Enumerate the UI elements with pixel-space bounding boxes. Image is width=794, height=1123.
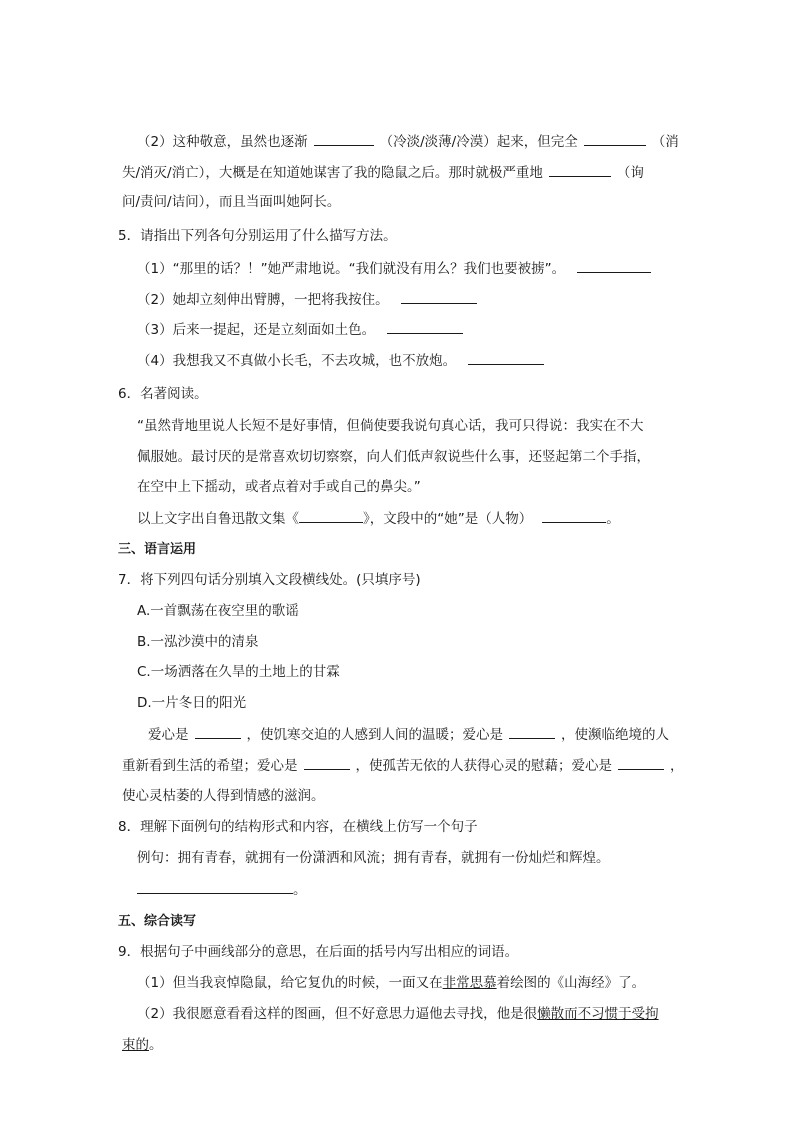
q7-option-d: D.一片冬日的阳光 — [137, 695, 247, 711]
q5-item-text: （2）她却立刻伸出臂膊，一把将我按住。 — [137, 292, 389, 308]
q8-title: 8．理解下面例句的结构形式和内容，在横线上仿写一个句子 — [118, 819, 478, 835]
q9-item-2 — [137, 1004, 659, 1024]
q9-text: 着绘图的《山海经》了。 — [496, 975, 646, 991]
answer-blank[interactable] — [314, 131, 374, 146]
q4-2-line-3: 问/责问/诘问），而且当面叫她阿长。 — [122, 194, 341, 210]
q5-item-3 — [137, 319, 463, 340]
q7-passage-line-1 — [148, 724, 669, 745]
q9-item-2-cont — [122, 1035, 163, 1055]
q4-2-line-1 — [137, 131, 679, 152]
underlined-phrase: 懒散而不习惯于受拘 — [537, 1006, 659, 1022]
q8-text: 。 — [293, 882, 307, 898]
section-heading-5: 五、综合读写 — [118, 914, 197, 929]
answer-blank[interactable] — [299, 508, 363, 523]
q7-passage-line-3: 使心灵枯萎的人得到情感的滋润。 — [122, 788, 325, 804]
q6-quote-line-2: 佩服她。最讨厌的是常喜欢切切察察，向人们低声叙说些什么事，还竖起第二个手指， — [137, 449, 650, 465]
q4-2-text: （消 — [651, 134, 679, 150]
answer-blank[interactable] — [387, 319, 463, 334]
q9-text: （1）但当我哀悼隐鼠，给它复仇的时候，一面又在 — [137, 975, 443, 991]
section-heading-3: 三、语言运用 — [118, 542, 197, 557]
q5-item-4 — [137, 350, 544, 371]
q4-2-text: （2）这种敬意，虽然也逐渐 — [137, 134, 308, 150]
answer-blank[interactable] — [468, 350, 544, 365]
q7-option-c: C.一场洒落在久旱的土地上的甘霖 — [137, 664, 340, 680]
answer-blank[interactable] — [509, 724, 555, 739]
q9-title: 9．根据句子中画线部分的意思，在后面的括号内写出相应的词语。 — [118, 944, 519, 960]
q7-text: ，使孤苦无依的人获得心灵的慰藉；爱心是 — [355, 758, 612, 774]
q6-title: 6．名著阅读。 — [118, 386, 208, 402]
q7-text: 爱心是 — [148, 727, 189, 743]
q6-text: 。 — [606, 511, 620, 527]
q7-text: ，使濒临绝境的人 — [561, 727, 669, 743]
q7-option-a: A.一首飘荡在夜空里的歌谣 — [137, 603, 299, 619]
answer-blank[interactable] — [137, 879, 293, 894]
q7-title: 7．将下列四句话分别填入文段横线处。(只填序号) — [118, 572, 421, 588]
q4-2-text: 失/消灭/消亡），大概是在知道她谋害了我的隐鼠之后。那时就极严重地 — [122, 165, 543, 181]
answer-blank[interactable] — [577, 258, 651, 273]
q6-text: 以上文字出自鲁迅散文集《 — [137, 511, 299, 527]
q5-title: 5．请指出下列各句分别运用了什么描写方法。 — [118, 228, 397, 244]
q6-quote-line-1: “虽然背地里说人长短不是好事情，但倘使要我说句真心话，我可只得说：我实在不大 — [137, 418, 644, 434]
q4-2-text: （询 — [616, 165, 644, 181]
q4-2-text: （冷淡/淡薄/冷漠）起来，但完全 — [379, 134, 578, 150]
q8-example: 例句：拥有青春，就拥有一份潇洒和风流；拥有青春，就拥有一份灿烂和辉煌。 — [137, 850, 610, 866]
q4-2-line-2 — [122, 162, 644, 183]
q6-source-line — [137, 508, 620, 529]
q9-text: 。 — [149, 1037, 163, 1053]
q5-item-text: （1）“那里的话？！”她严肃地说。“我们就没有用么？我们也要被掳”。 — [137, 261, 566, 277]
answer-blank[interactable] — [401, 289, 477, 304]
q9-item-1 — [137, 973, 645, 993]
q5-item-text: （4）我想我又不真做小长毛，不去攻城，也不放炮。 — [137, 353, 457, 369]
underlined-phrase: 非常思慕 — [442, 975, 497, 991]
q5-item-1 — [137, 258, 651, 279]
q6-quote-line-3: 在空中上下摇动，或者点着对手或自己的鼻尖。” — [137, 479, 421, 495]
answer-blank[interactable] — [584, 131, 646, 146]
answer-blank[interactable] — [304, 755, 350, 770]
q5-item-text: （3）后来一提起，还是立刻面如土色。 — [137, 322, 376, 338]
answer-blank[interactable] — [195, 724, 241, 739]
q9-text: （2）我很愿意看看这样的图画，但不好意思力逼他去寻找，他是很 — [137, 1006, 538, 1022]
answer-blank[interactable] — [618, 755, 664, 770]
q7-text: ， — [670, 758, 684, 774]
q7-option-b: B.一泓沙漠中的清泉 — [137, 634, 259, 650]
q8-answer-line — [137, 879, 307, 900]
q7-passage-line-2 — [122, 755, 684, 776]
q7-text: ，使饥寒交迫的人感到人间的温暖；爱心是 — [246, 727, 503, 743]
underlined-phrase: 束的 — [122, 1037, 149, 1053]
q5-item-2 — [137, 289, 477, 310]
q6-text: 》，文段中的“她”是（人物） — [363, 511, 533, 527]
answer-blank[interactable] — [549, 162, 611, 177]
answer-blank[interactable] — [542, 508, 606, 523]
q7-text: 重新看到生活的希望；爱心是 — [122, 758, 298, 774]
